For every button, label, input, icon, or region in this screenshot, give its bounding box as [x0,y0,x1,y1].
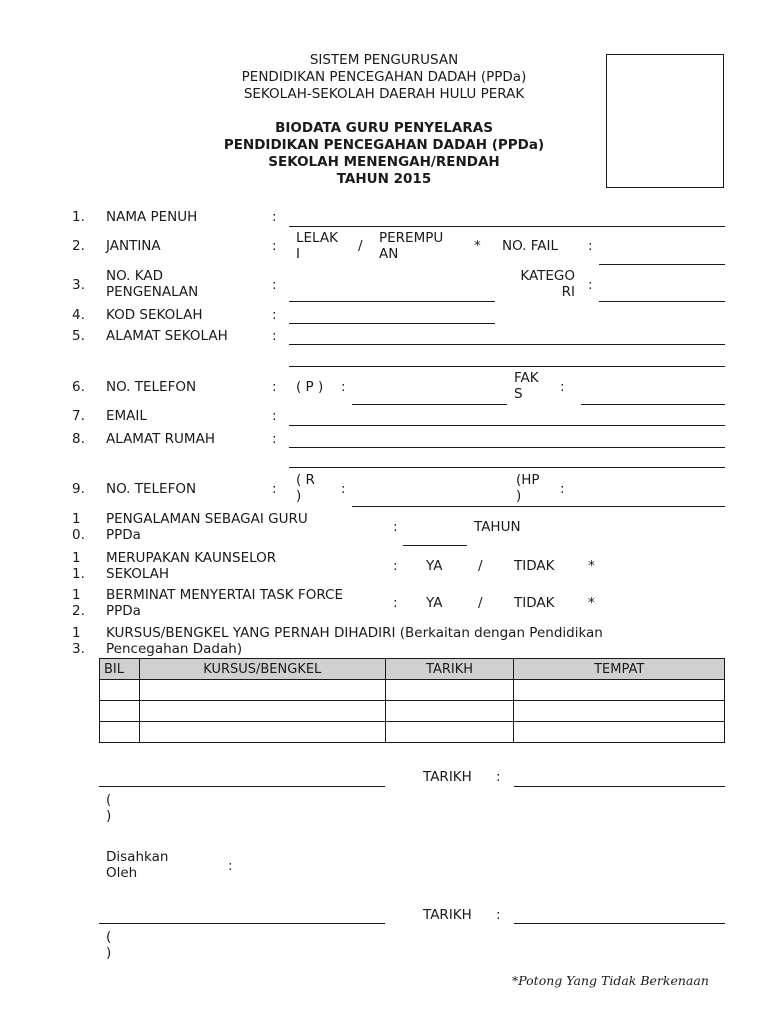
field-5-label: ALAMAT SEKOLAH [106,328,228,344]
header-line-1: SISTEM PENGURUSAN [309,52,459,68]
tarikh-label-2: TARIKH [423,907,472,923]
kursus-table [99,658,725,743]
no-fail-input-line[interactable] [599,264,725,265]
field-2-number: 2. [72,238,85,254]
field-7-label: EMAIL [106,408,147,424]
tarikh-input-line-1[interactable] [514,786,725,787]
title-line-3: SEKOLAH MENENGAH/RENDAH [268,154,500,170]
table-cell[interactable] [139,680,385,701]
tarikh-input-line-2[interactable] [514,923,725,924]
tarikh-colon-1: : [496,769,501,785]
alamat-sekolah-line-2[interactable] [289,366,725,367]
pengalaman-input-line[interactable] [403,545,467,546]
header-bil: BIL [100,659,140,680]
field-4-colon: : [272,307,277,323]
faks-input-line[interactable] [581,404,725,405]
phone-p-colon: : [341,379,346,395]
phone-hp-colon: : [560,481,565,497]
table-row [100,722,725,743]
tarikh-colon-2: : [496,907,501,923]
kursus-table-header [100,659,725,680]
table-cell[interactable] [100,701,140,722]
jantina-star: * [474,238,481,254]
header-kursus: KURSUS/BENGKEL [139,659,385,680]
phone-p-label: ( P ) [296,379,324,395]
table-cell[interactable] [100,680,140,701]
field-10-colon: : [393,519,398,535]
field-1-colon: : [272,209,277,225]
disahkan-label: Disahkan Oleh [106,849,169,881]
no-fail-label: NO. FAIL [502,238,559,254]
signature-line-1[interactable] [99,786,385,787]
field-9-label: NO. TELEFON [106,481,197,497]
field-3-colon: : [272,277,277,293]
name-paren-1: ( ) [106,792,112,824]
table-cell[interactable] [514,722,725,743]
disahkan-colon: : [228,858,233,874]
title-line-1: BIODATA GURU PENYELARAS [275,120,493,136]
header-tarikh: TARIKH [385,659,514,680]
field-12-label: BERMINAT MENYERTAI TASK FORCE PPDa [106,587,343,619]
jantina-slash: / [358,238,363,254]
field-6-colon: : [272,379,277,395]
table-cell[interactable] [514,680,725,701]
table-cell[interactable] [139,701,385,722]
field-12-number: 1 2. [72,587,85,619]
field-12-colon: : [393,595,398,611]
table-cell[interactable] [385,701,514,722]
kategori-label: KATEGO RI [520,268,575,300]
kod-sekolah-input-line[interactable] [289,323,495,324]
phone-r-input-line[interactable] [352,506,725,507]
phone-hp-label: (HP ) [516,472,540,504]
field-4-number: 4. [72,307,85,323]
kaunselor-star: * [588,558,595,574]
field-9-colon: : [272,481,277,497]
field-6-label: NO. TELEFON [106,379,197,395]
tahun-label: TAHUN [474,519,521,535]
field-5-colon: : [272,328,277,344]
footnote: *Potong Yang Tidak Berkenaan [512,973,709,988]
option-lelaki[interactable]: LELAK I [296,230,338,262]
kaunselor-option-tidak[interactable]: TIDAK [514,558,555,574]
table-row [100,680,725,701]
kaunselor-option-ya[interactable]: YA [426,558,443,574]
phone-r-colon: : [341,481,346,497]
field-4-label: KOD SEKOLAH [106,307,203,323]
alamat-rumah-line-2[interactable] [289,467,725,468]
field-11-number: 1 1. [72,550,85,582]
header-line-3: SEKOLAH-SEKOLAH DAERAH HULU PERAK [243,86,525,102]
kategori-colon: : [588,277,593,293]
header-line-2: PENDIDIKAN PENCEGAHAN DADAH (PPDa) [241,69,527,85]
kaunselor-slash: / [478,558,483,574]
field-1-label: NAMA PENUH [106,209,198,225]
field-1-number: 1. [72,209,85,225]
field-7-number: 7. [72,408,85,424]
taskforce-option-ya[interactable]: YA [426,595,443,611]
option-perempuan[interactable]: PEREMPU AN [379,230,444,262]
table-cell[interactable] [385,680,514,701]
email-input-line[interactable] [289,425,725,426]
signature-line-2[interactable] [99,923,385,924]
tarikh-label-1: TARIKH [423,769,472,785]
kategori-input-line[interactable] [599,301,725,302]
field-13-number: 1 3. [72,625,85,657]
alamat-sekolah-line-1[interactable] [289,344,725,345]
phone-r-label: ( R ) [296,472,315,504]
field-11-label: MERUPAKAN KAUNSELOR SEKOLAH [106,550,277,582]
field-2-colon: : [272,238,277,254]
field-2-label: JANTINA [106,238,161,254]
title-line-2: PENDIDIKAN PENCEGAHAN DADAH (PPDa) [223,137,545,153]
field-13-label: KURSUS/BENGKEL YANG PERNAH DIHADIRI (Berkaitan dengan Pendidikan Pencegahan Dadah) [106,625,603,657]
field-10-number: 1 0. [72,511,85,543]
table-cell[interactable] [514,701,725,722]
faks-colon: : [560,379,565,395]
taskforce-option-tidak[interactable]: TIDAK [514,595,555,611]
name-paren-2: ( ) [106,929,112,961]
field-3-label: NO. KAD PENGENALAN [106,268,199,300]
table-cell[interactable] [385,722,514,743]
photo-box[interactable] [606,54,724,188]
field-6-number: 6. [72,379,85,395]
header-tempat: TEMPAT [514,659,725,680]
taskforce-star: * [588,595,595,611]
alamat-rumah-line-1[interactable] [289,447,725,448]
no-fail-colon: : [588,238,593,254]
title-line-4: TAHUN 2015 [336,171,432,187]
field-8-label: ALAMAT RUMAH [106,431,215,447]
faks-label: FAK S [514,370,539,402]
field-7-colon: : [272,408,277,424]
field-10-label: PENGALAMAN SEBAGAI GURU PPDa [106,511,308,543]
table-row [100,701,725,722]
no-kad-input-line[interactable] [289,301,495,302]
phone-p-input-line[interactable] [352,404,507,405]
field-8-colon: : [272,431,277,447]
field-5-number: 5. [72,328,85,344]
table-cell[interactable] [100,722,140,743]
table-cell[interactable] [139,722,385,743]
field-8-number: 8. [72,431,85,447]
taskforce-slash: / [478,595,483,611]
field-9-number: 9. [72,481,85,497]
nama-penuh-input-line[interactable] [289,226,725,227]
field-3-number: 3. [72,277,85,293]
field-11-colon: : [393,558,398,574]
